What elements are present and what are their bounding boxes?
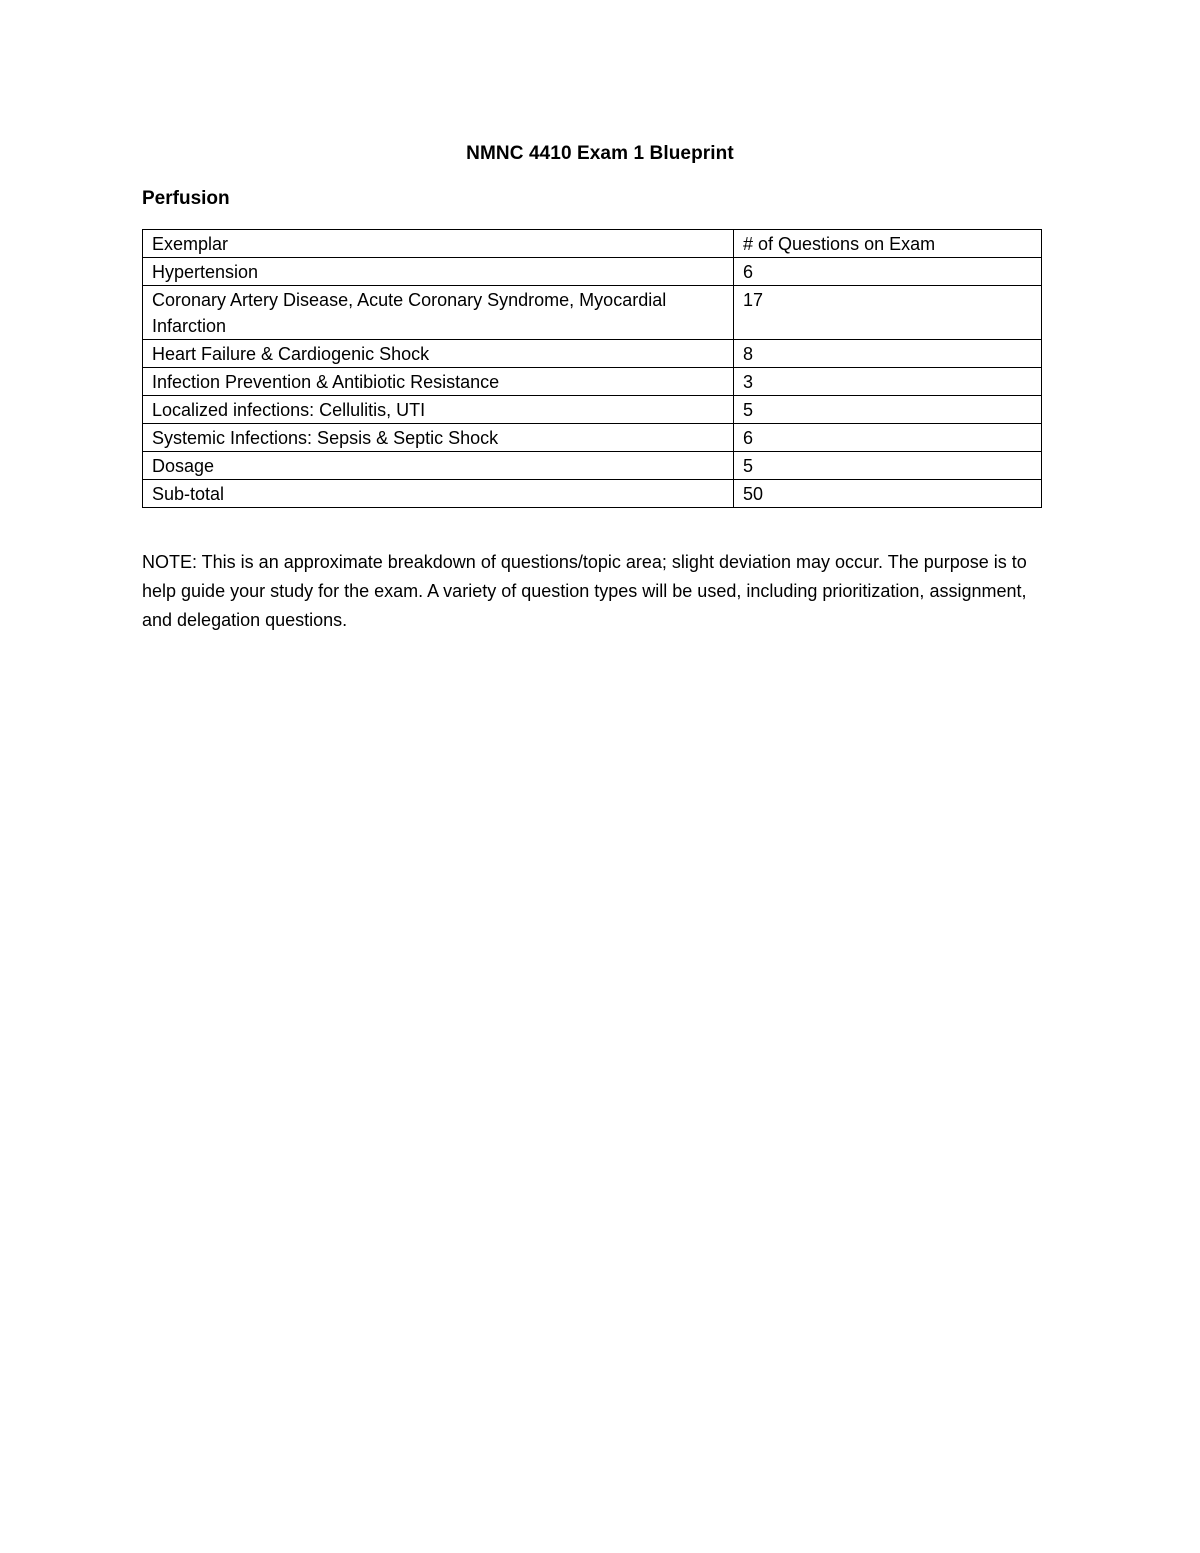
exemplar-cell: Dosage bbox=[143, 452, 734, 480]
section-heading: Perfusion bbox=[142, 188, 230, 209]
questions-cell: 6 bbox=[734, 258, 1042, 286]
questions-cell: 5 bbox=[734, 396, 1042, 424]
questions-cell: 6 bbox=[734, 424, 1042, 452]
note-paragraph: NOTE: This is an approximate breakdown of questions/topic area; slight deviation may occur. The purpose is to help guide your study for the exam. A variety of question types will be used, including prioritization, assignment, and delegation questions. bbox=[142, 552, 1027, 630]
table-row bbox=[143, 368, 1042, 396]
questions-cell: 50 bbox=[734, 480, 1042, 508]
exemplar-cell: Coronary Artery Disease, Acute Coronary Syndrome, Myocardial Infarction bbox=[143, 286, 734, 340]
table-row bbox=[143, 258, 1042, 286]
table-row bbox=[143, 424, 1042, 452]
column-header-exemplar: Exemplar bbox=[143, 230, 734, 258]
table-row-subtotal bbox=[143, 480, 1042, 508]
blueprint-table bbox=[142, 229, 1042, 508]
questions-cell: 17 bbox=[734, 286, 1042, 340]
table-row bbox=[143, 452, 1042, 480]
column-header-questions: # of Questions on Exam bbox=[734, 230, 1042, 258]
exemplar-cell: Hypertension bbox=[143, 258, 734, 286]
table-row bbox=[143, 396, 1042, 424]
questions-cell: 3 bbox=[734, 368, 1042, 396]
table-row bbox=[143, 340, 1042, 368]
exemplar-cell: Systemic Infections: Sepsis & Septic Shock bbox=[143, 424, 734, 452]
questions-cell: 5 bbox=[734, 452, 1042, 480]
exemplar-cell: Infection Prevention & Antibiotic Resistance bbox=[143, 368, 734, 396]
exemplar-cell: Heart Failure & Cardiogenic Shock bbox=[143, 340, 734, 368]
document-title: NMNC 4410 Exam 1 Blueprint bbox=[466, 143, 734, 164]
exemplar-cell: Localized infections: Cellulitis, UTI bbox=[143, 396, 734, 424]
exemplar-cell: Sub-total bbox=[143, 480, 734, 508]
table-header-row bbox=[143, 230, 1042, 258]
questions-cell: 8 bbox=[734, 340, 1042, 368]
table-row bbox=[143, 286, 1042, 340]
